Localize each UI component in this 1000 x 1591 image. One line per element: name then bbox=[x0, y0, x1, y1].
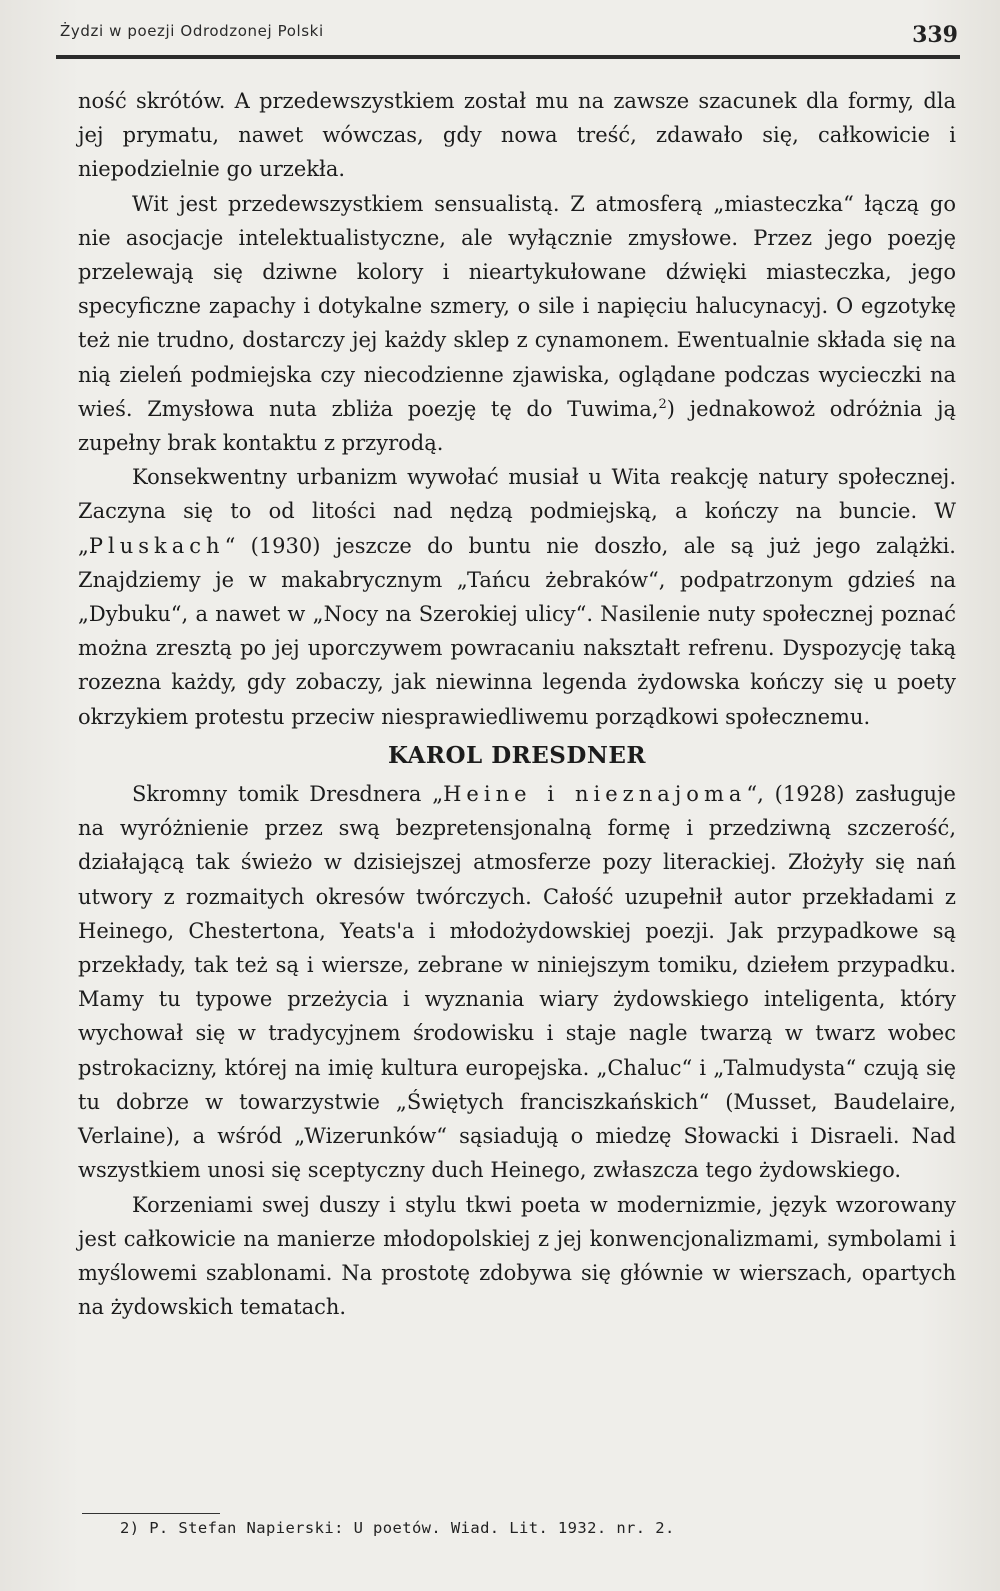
paragraph-4-text-b: “, (1928) zasługuje na wyróżnienie przez swą bezpretensjonalną formę i przedziwną szczerość, działającą tak świeżo w dzisiejszej atmosferze pozy literackiej. Złożyły się nań utwory z rozmaitych okresów twórczych. Całość uzupełnił autor przekładami z Heinego, Chestertona, Yeats'a i młodożydowskiej poezji. Jak przypadkowe są przekłady, tak też są i wiersze, zebrane w niniejszym tomiku, dziełem przypadku. Mamy tu typowe przeżycia i wyznania wiary żydowskiego inteligenta, który wychował się w tradycyjnem środowisku i staje nagle twarzą w twarz wobec pstrokacizny, której na imię kultura europejska. „Chaluc“ i „Talmudysta“ czują się tu dobrze w towarzystwie „Świętych franciszkańskich“ (Musset, Baudelaire, Verlaine), a wśród „Wizerunków“ sąsiadują o miedzę Słowacki i Disraeli. Nad wszystkiem unosi się sceptyczny duch Heinego, zwłaszcza tego żydowskiego. bbox=[78, 782, 956, 1183]
footnote-marker: 2 bbox=[658, 396, 667, 412]
paragraph-2-text-b: ) jednakowoż odróżnia ją zupełny brak kontaktu z przyrodą. bbox=[78, 396, 956, 456]
paragraph-4-text-a: Skromny tomik Dresdnera „ bbox=[132, 782, 444, 807]
footnote: 2) P. Stefan Napierski: U poetów. Wiad. Lit. 1932. nr. 2. bbox=[120, 1519, 675, 1537]
paragraph-2-text-a: Wit jest przedewszystkiem sensualistą. Z atmosferą „miasteczka“ łączą go nie asocjacje intelektualistyczne, ale wyłącznie zmysłowe. Przez jego poezję przelewają się dziwne kolory i nieartykułowane dźwięki miasteczka, jego specyficzne zapachy i dotykalne szmery, o sile i napięciu halucynacyj. O egzotykę też nie trudno, dostarczy jej każdy sklep z cynamonem. Ewentualnie składa się na nią zieleń podmiejska czy niecodzienne zjawiska, oglądane podczas wycieczki na wieś. Zmysłowa nuta zbliża poezję tę do Tuwima, bbox=[78, 191, 956, 421]
paragraph-2 bbox=[78, 187, 956, 461]
running-head-title: Żydzi w poezji Odrodzonej Polski bbox=[60, 22, 324, 40]
paragraph-3-text-a: Konsekwentny urbanizm wywołać musiał u Wita reakcję natury społecznej. Zaczyna się to od litości nad nędzą podmiejską, a kończy na buncie. W „ bbox=[78, 465, 956, 558]
section-heading: KAROL DRESDNER bbox=[387, 741, 647, 769]
paragraph-5: Korzeniami swej duszy i stylu tkwi poeta w modernizmie, język wzorowany jest całkowicie na manierze młodopolskiej z jej konwencjonalizmami, symbolami i myślowemi szablonami. Na prostotę zdobywa się głównie w wierszach, opartych na żydowskich tematach. bbox=[78, 1192, 956, 1320]
page-number: 339 bbox=[912, 22, 958, 48]
book-title-pluski: Pluskach bbox=[88, 533, 225, 558]
paragraph-4 bbox=[78, 777, 956, 1187]
paragraph-3-text-b: “ (1930) jeszcze do buntu nie doszło, ale są już jego zalążki. Znajdziemy je w makabrycznym „Tańcu żebraków“, podpatrzonym gdzieś na „Dybuku“, a nawet w „Nocy na Szerokiej ulicy“. Nasilenie nuty społecznej poznać można zresztą po jej uporczywem powracaniu nakształt refrenu. Dyspozycję taką rozezna każdy, gdy zobaczy, jak niewinna legenda żydowska kończy się u poety okrzykiem protestu przeciw niesprawiedliwemu porządkowi społecznemu. bbox=[78, 533, 956, 729]
body-text bbox=[78, 84, 956, 1324]
paragraph-1: ność skrótów. A przedewszystkiem został mu na zawsze szacunek dla formy, dla jej prymatu, nawet wówczas, gdy nowa treść, zdawało się, całkowicie i niepodzielnie go urzekła. bbox=[78, 89, 956, 182]
header-rule bbox=[56, 55, 960, 59]
running-head bbox=[60, 20, 958, 54]
book-title-heine: Heine i nieznajoma bbox=[443, 782, 747, 807]
paragraph-3 bbox=[78, 460, 956, 734]
footnote-rule bbox=[82, 1513, 220, 1514]
